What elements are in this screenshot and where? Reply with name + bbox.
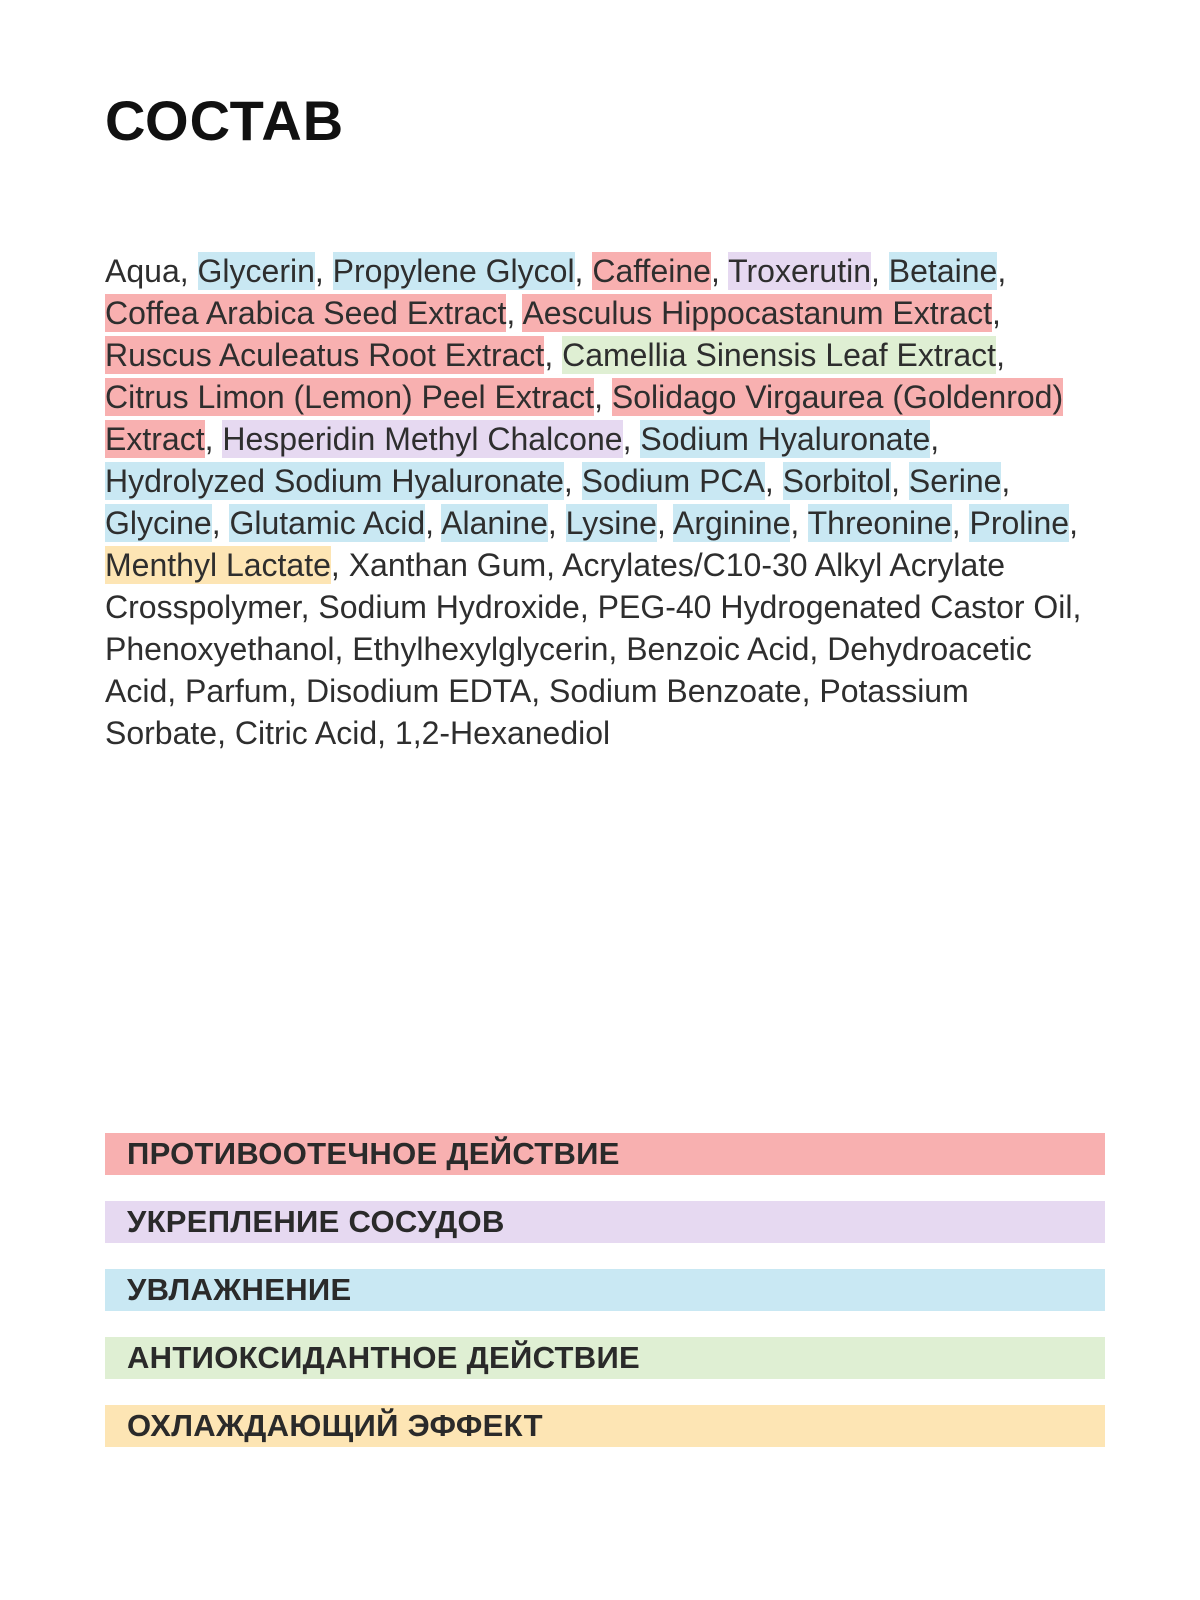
ingredient: Threonine — [807, 505, 952, 541]
ingredient: Dehydroacetic Acid — [105, 631, 1032, 709]
ingredient: Hydrolyzed Sodium Hyaluronate — [105, 463, 564, 499]
ingredient: Lysine — [565, 505, 657, 541]
ingredient: Propylene Glycol — [332, 253, 575, 289]
legend-item — [105, 1133, 1105, 1175]
ingredient: Sorbitol — [782, 463, 892, 499]
legend-item — [105, 1337, 1105, 1379]
legend-item — [105, 1269, 1105, 1311]
ingredient: Citric Acid — [234, 715, 378, 751]
ingredient: Glutamic Acid — [229, 505, 426, 541]
ingredient: Betaine — [888, 253, 998, 289]
ingredient: Menthyl Lactate — [105, 547, 331, 583]
ingredient: Phenoxyethanol — [105, 631, 335, 667]
ingredient: PEG-40 Hydrogenated Castor Oil — [597, 589, 1073, 625]
ingredient: Proline — [969, 505, 1070, 541]
ingredient: Glycine — [105, 505, 212, 541]
ingredient: Sodium PCA — [581, 463, 765, 499]
ingredient: Coffea Arabica Seed Extract — [105, 295, 507, 331]
legend-label: УВЛАЖНЕНИЕ — [127, 1272, 352, 1307]
ingredient: 1,2-Hexanediol — [394, 715, 611, 751]
ingredient: Ruscus Aculeatus Root Extract — [105, 337, 545, 373]
ingredient: Benzoic Acid — [626, 631, 810, 667]
ingredient: Arginine — [672, 505, 791, 541]
ingredient: Serine — [908, 463, 1002, 499]
ingredient: Glycerin — [197, 253, 315, 289]
ingredient: Hesperidin Methyl Chalcone — [222, 421, 623, 457]
legend-item — [105, 1201, 1105, 1243]
ingredient: Ethylhexylglycerin — [352, 631, 609, 667]
ingredient: Sodium Benzoate — [548, 673, 802, 709]
ingredient: Sodium Hyaluronate — [640, 421, 931, 457]
ingredient: Xanthan Gum — [348, 547, 547, 583]
legend-item — [105, 1405, 1105, 1447]
ingredient: Parfum — [185, 673, 289, 709]
legend-label: УКРЕПЛЕНИЕ СОСУДОВ — [127, 1204, 505, 1239]
ingredient: Troxerutin — [728, 253, 871, 289]
ingredient: Potassium Sorbate — [105, 673, 969, 751]
ingredient: Caffeine — [592, 253, 711, 289]
ingredient: Solidago Virgaurea (Goldenrod) Extract — [105, 379, 1064, 457]
ingredient: Acrylates/C10-30 Alkyl Acrylate Crosspolymer — [105, 547, 1005, 625]
ingredient: Sodium Hydroxide — [318, 589, 580, 625]
legend-label: ОХЛАЖДАЮЩИЙ ЭФФЕКТ — [127, 1408, 543, 1443]
ingredients-list: Aqua, Glycerin, Propylene Glycol, Caffeine, Troxerutin, Betaine, Coffea Arabica Seed Extract, Aesculus Hippocastanum Extract, Ruscus Aculeatus Root Extract, Camellia Sinensis Leaf Extract, Citrus Limon (Lemon) Peel Extract, Solidago Virgaurea (Goldenrod) Extract, Hesperidin Methyl Chalcone, Sodium Hyaluronate, Hydrolyzed Sodium Hyaluronate, Sodium PCA, Sorbitol, Serine, Glycine, Glutamic Acid, Alanine, Lysine, Arginine, Threonine, Proline, Menthyl Lactate, Xanthan Gum, Acrylates/C10-30 Alkyl Acrylate Crosspolymer, Sodium Hydroxide, PEG-40 Hydrogenated Castor Oil, Phenoxyethanol, Ethylhexylglycerin, Benzoic Acid, Dehydroacetic Acid, Parfum, Disodium EDTA, Sodium Benzoate, Potassium Sorbate, Citric Acid, 1,2-Hexanediol — [105, 253, 1082, 751]
ingredient: Aqua — [105, 253, 180, 289]
ingredient: Citrus Limon (Lemon) Peel Extract — [105, 379, 595, 415]
page-title: СОСТАВ — [105, 89, 345, 152]
legend-label: АНТИОКСИДАНТНОЕ ДЕЙСТВИЕ — [127, 1340, 641, 1375]
ingredient: Alanine — [441, 505, 548, 541]
ingredient: Aesculus Hippocastanum Extract — [522, 295, 992, 331]
ingredient: Camellia Sinensis Leaf Extract — [562, 337, 997, 373]
ingredient: Disodium EDTA — [305, 673, 532, 709]
legend-label: ПРОТИВООТЕЧНОЕ ДЕЙСТВИЕ — [127, 1136, 620, 1171]
legend — [105, 1133, 1105, 1473]
